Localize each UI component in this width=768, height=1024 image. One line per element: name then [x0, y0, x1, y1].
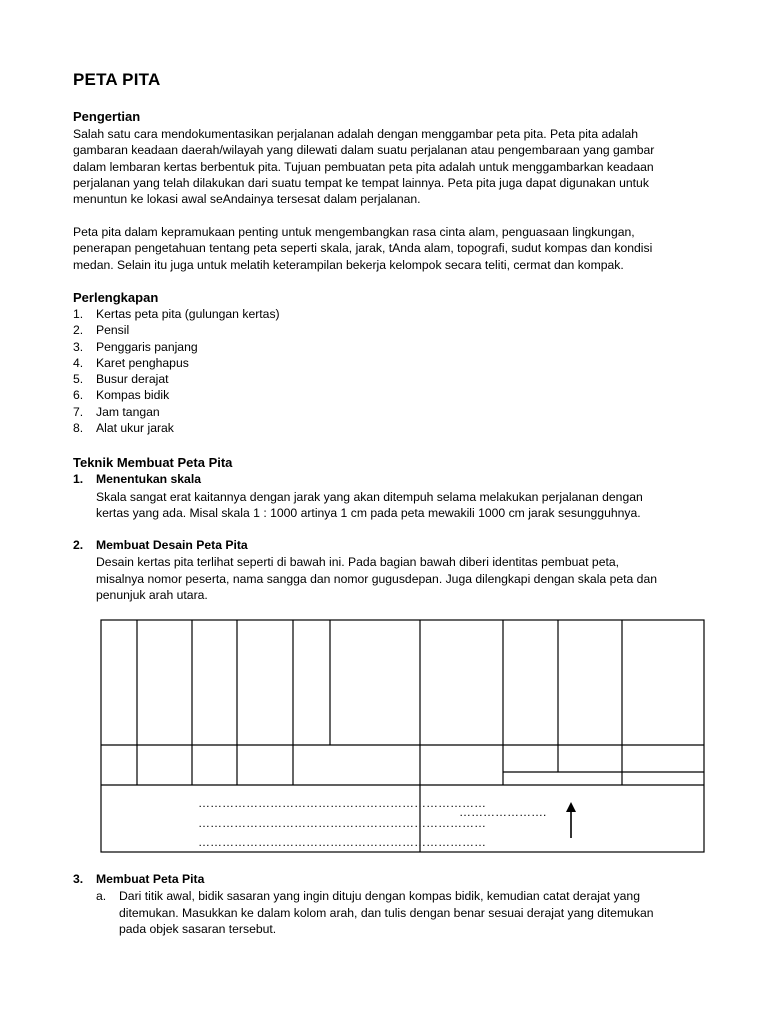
- list-item: 1. Kertas peta pita (gulungan kertas): [73, 307, 280, 321]
- text-line: pada objek sasaran tersebut.: [119, 922, 277, 936]
- text-line: dalam lembaran kertas berbentuk pita. Tujuan pembuatan peta pita adalah untuk menggambarkan keadaan: [73, 160, 654, 174]
- text-line: Dari titik awal, bidik sasaran yang ingin dituju dengan kompas bidik, kemudian catat derajat yang: [119, 889, 640, 903]
- identity-dotted-line: ………………………………………………………………: [198, 796, 486, 810]
- list-item: 4. Karet penghapus: [73, 355, 189, 370]
- step-number: 3.: [73, 872, 84, 886]
- list-item: 6. Kompas bidik: [73, 388, 170, 403]
- text-line: menuntun ke lokasi awal seAndainya tersesat dalam perjalanan.: [73, 192, 421, 206]
- text-line: gambaran keadaan daerah/wilayah yang dilewati dalam suatu perjalanan atau pengembaraan yang gambar: [73, 143, 655, 157]
- identity-dotted-line: ………………………………………………………………: [198, 835, 486, 849]
- step-number: 1.: [73, 472, 84, 486]
- text-line: Desain kertas pita terlihat seperti di bawah ini. Pada bagian bawah diberi identitas pembuat peta,: [96, 555, 620, 569]
- scale-dotted-line: ………………….: [459, 805, 547, 819]
- step-number: 2.: [73, 538, 84, 552]
- step-title-desain: Membuat Desain Peta Pita: [96, 538, 248, 552]
- step-title-skala: Menentukan skala: [96, 472, 201, 486]
- north-arrow-icon: [566, 802, 576, 838]
- teknik-heading: Teknik Membuat Peta Pita: [73, 455, 233, 470]
- text-line: medan. Selain itu juga untuk melatih keterampilan bekerja kelompok secara teliti, cermat dan kompak.: [73, 258, 624, 272]
- text-line: perjalanan yang telah dilakukan dari suatu tempat ke tempat lainnya. Peta pita juga dapat digunakan untuk: [73, 176, 649, 190]
- list-item: 5. Busur derajat: [73, 372, 169, 387]
- list-item: 7. Jam tangan: [73, 404, 160, 419]
- text-line: Peta pita dalam kepramukaan penting untuk mengembangkan rasa cinta alam, penguasaan lingkungan,: [73, 225, 635, 239]
- text-line: Salah satu cara mendokumentasikan perjalanan adalah dengan menggambar peta pita. Peta pita adalah: [73, 127, 639, 141]
- pengertian-heading: Pengertian: [73, 109, 141, 124]
- text-line: misalnya nomor peserta, nama sangga dan nomor gugusdepan. Juga dilengkapi dengan skala peta dan: [96, 572, 658, 586]
- text-line: ditemukan. Masukkan ke dalam kolom arah, dan tulis dengan benar sesuai derajat yang ditemukan: [119, 906, 654, 920]
- perlengkapan-heading: Perlengkapan: [73, 290, 159, 305]
- list-item: 8. Alat ukur jarak: [73, 421, 174, 436]
- page-title: PETA PITA: [73, 70, 161, 89]
- text-line: kertas yang ada. Misal skala 1 : 1000 artinya 1 cm pada peta mewakili 1000 cm jarak sesungguhnya.: [96, 506, 641, 520]
- identity-dotted-line: ………………………………………………………………: [198, 816, 486, 830]
- step-title-membuat: Membuat Peta Pita: [96, 872, 205, 886]
- sub-step-letter: a.: [96, 889, 107, 903]
- text-line: penerapan pengetahuan tentang peta seperti skala, jarak, tAnda alam, topografi, sudut kompas dan kondisi: [73, 241, 653, 255]
- text-line: Skala sangat erat kaitannya dengan jarak yang akan ditempuh selama melakukan perjalanan dengan: [96, 490, 643, 504]
- text-line: penunjuk arah utara.: [96, 588, 208, 602]
- list-item: 2. Pensil: [73, 323, 130, 338]
- list-item: 3. Penggaris panjang: [73, 339, 198, 354]
